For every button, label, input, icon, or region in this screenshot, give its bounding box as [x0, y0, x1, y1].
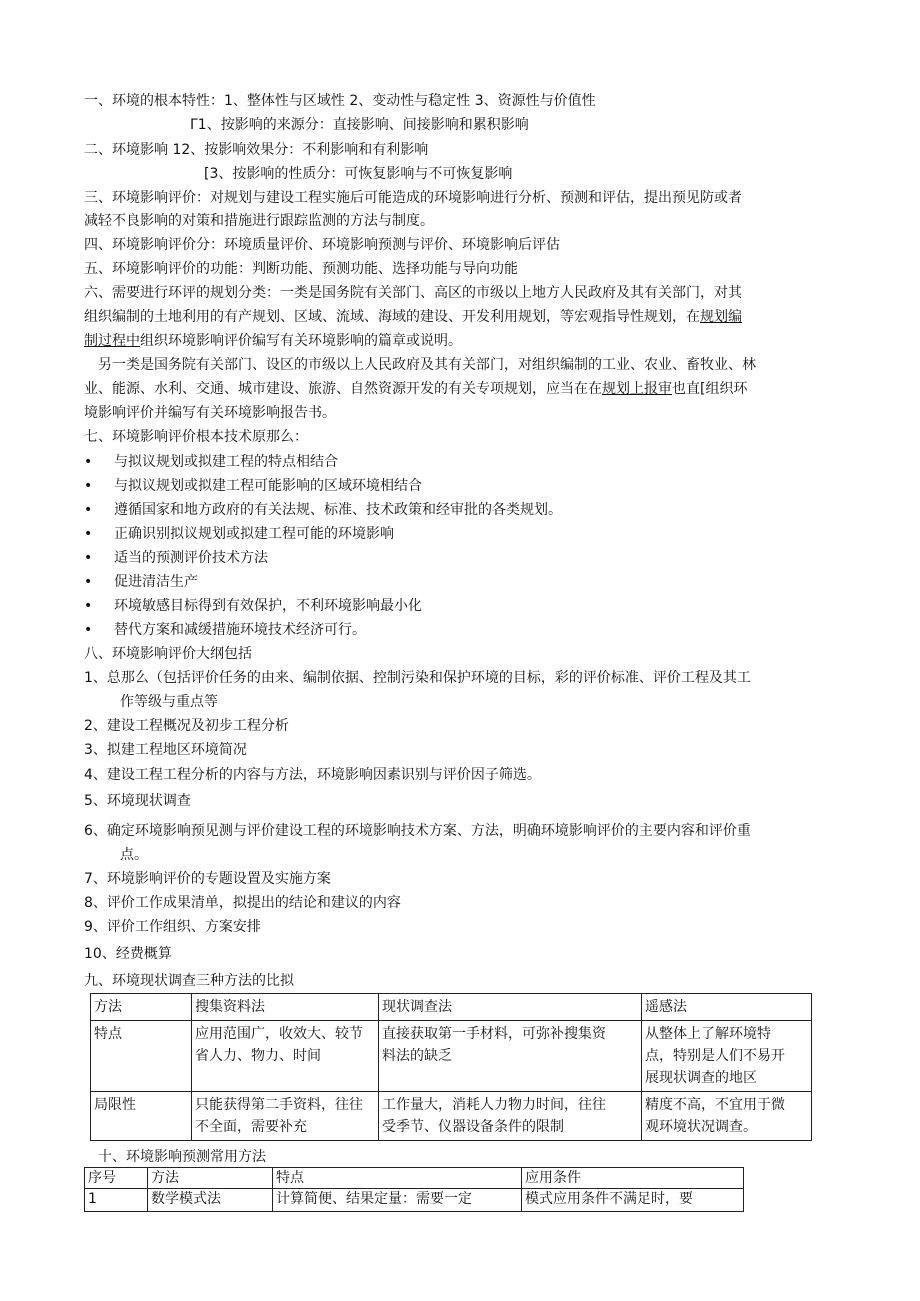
- line-13-text-b: 也直[组织环: [672, 381, 748, 397]
- cell-line: 不全面，需要补充: [195, 1119, 307, 1135]
- table-cell: 局限性: [91, 1092, 192, 1141]
- table-header-cell: 特点: [273, 1168, 522, 1189]
- table-cell: 模式应用条件不满足时，要: [522, 1189, 744, 1212]
- line-35: 9、评价工作组织、方案安排: [84, 919, 261, 935]
- cell-line: 工作量大，消耗人力物力时间，往往: [382, 1097, 606, 1113]
- table-header-cell: 搜集资料法: [192, 994, 379, 1021]
- bullet-item: [84, 621, 366, 639]
- line-5: 三、环境影响评价：对规划与建设工程实施后可能造成的环境影响进行分析、预测和评估，提出预见防或者: [84, 190, 742, 206]
- cell-line: 省人力、物力、时间: [195, 1048, 321, 1064]
- prediction-methods-table: [84, 1167, 744, 1212]
- table-header-cell: 序号: [85, 1168, 148, 1189]
- line-2: Γ1、按影响的来源分：直接影响、间接影响和累积影响: [190, 117, 529, 133]
- cell-line: 受季节、仪器设备条件的限制: [382, 1119, 564, 1135]
- table-header-cell: 方法: [148, 1168, 273, 1189]
- line-10: [84, 308, 742, 326]
- bullet-mark: •: [84, 622, 93, 638]
- line-32: 点。: [120, 847, 148, 863]
- line-9: 六、需要进行环评的规划分类：一类是国务院有关部门、高区的市级以上地方人民政府及其有关部门，对其: [84, 285, 742, 301]
- bullet-mark: •: [84, 550, 93, 566]
- table-row: [91, 1021, 812, 1092]
- cell-line: 直接获取第一手材料，可弥补搜集资: [382, 1026, 606, 1042]
- bullet-mark: •: [84, 502, 93, 518]
- line-11-underlined: 制过程中: [84, 333, 140, 349]
- line-8: 五、环境影响评价的功能：判断功能、预测功能、选择功能与导向功能: [84, 261, 518, 277]
- line-29: 4、建设工程工程分析的内容与方法，环境影响因素识别与评价因子筛选。: [84, 767, 541, 783]
- line-38: 十、环境影响预测常用方法: [98, 1149, 266, 1165]
- bullet-mark: •: [84, 454, 93, 470]
- bullet-text: 与拟议规划或拟建工程可能影响的区域环境相结合: [114, 478, 422, 494]
- line-30: 5、环境现状调查: [84, 793, 191, 809]
- cell-line: 观环境状况调查。: [645, 1119, 757, 1135]
- table-header-cell: 应用条件: [522, 1168, 744, 1189]
- cell-line: 只能获得第二手资料，往往: [195, 1097, 363, 1113]
- bullet-item: [84, 597, 422, 615]
- line-4: [3、按影响的性质分：可恢复影响与不可恢复影响: [204, 166, 513, 182]
- cell-line: 料法的缺乏: [382, 1048, 452, 1064]
- table-cell: 计算简便、结果定量：需要一定: [273, 1189, 522, 1212]
- line-31: 6、确定环境影响预见测与评价建设工程的环境影响技术方案、方法，明确环境影响评价的主要内容和评价重: [84, 823, 751, 839]
- table-cell: [192, 1021, 379, 1092]
- table-cell: 数学模式法: [148, 1189, 273, 1212]
- cell-line: 展现状调查的地区: [645, 1070, 757, 1086]
- bullet-mark: •: [84, 526, 93, 542]
- bullet-mark: •: [84, 598, 93, 614]
- bullet-text: 替代方案和减缓措施环境技术经济可行。: [114, 622, 366, 638]
- bullet-mark: •: [84, 478, 93, 494]
- line-3: 二、环境影响 12、按影响效果分：不利影响和有利影响: [84, 142, 429, 158]
- cell-line: 从整体上了解环境特: [645, 1026, 771, 1042]
- cell-line: 应用范围广，收效大、较节: [195, 1026, 363, 1042]
- line-7: 四、环境影响评价分：环境质量评价、环境影响预测与评价、环境影响后评估: [84, 237, 560, 253]
- line-12: 另一类是国务院有关部门、设区的市级以上人民政府及其有关部门，对组织编制的工业、农业、畜牧业、林: [98, 357, 756, 373]
- table-cell: [379, 1092, 642, 1141]
- table-header-cell: 遥感法: [642, 994, 812, 1021]
- bullet-text: 适当的预测评价技术方法: [114, 550, 268, 566]
- comparison-table: [90, 993, 812, 1141]
- bullet-text: 遵循国家和地方政府的有关法规、标准、技术政策和经审批的各类规划。: [114, 502, 562, 518]
- table-header-row: [85, 1168, 744, 1189]
- line-10-text: 组织编制的土地利用的有产规划、区域、流域、海域的建设、开发利用规划，等宏观指导性规划，在: [84, 309, 700, 325]
- table-cell: [642, 1021, 812, 1092]
- table-header-cell: 方法: [91, 994, 192, 1021]
- line-36: 10、经费概算: [84, 946, 172, 962]
- table-cell: [379, 1021, 642, 1092]
- line-34: 8、评价工作成果清单，拟提出的结论和建议的内容: [84, 895, 401, 911]
- bullet-text: 与拟议规划或拟建工程的特点相结合: [114, 454, 338, 470]
- table-header-cell: 现状调查法: [379, 994, 642, 1021]
- line-13-text-a: 业、能源、水利、交通、城市建设、旅游、自然资源开发的有关专项规划，应当在在: [84, 381, 602, 397]
- bullet-item: [84, 501, 562, 519]
- bullet-text: 正确识别拟议规划或拟建工程可能的环境影响: [114, 526, 394, 542]
- line-6: 减轻不良影响的对策和措施进行跟踪监测的方法与制度。: [84, 213, 434, 229]
- bullet-item: [84, 525, 394, 543]
- cell-line: 精度不高，不宜用于微: [645, 1097, 785, 1113]
- bullet-item: [84, 549, 268, 567]
- line-27: 2、建设工程概况及初步工程分析: [84, 718, 289, 734]
- line-37: 九、环境现状调查三种方法的比拟: [84, 973, 294, 989]
- line-14: 境影响评价并编写有关环境影响报告书。: [84, 405, 336, 421]
- line-33: 7、环境影响评价的专题设置及实施方案: [84, 871, 331, 887]
- bullet-item: [84, 477, 422, 495]
- bullet-item: [84, 573, 198, 591]
- bullet-mark: •: [84, 574, 93, 590]
- table-cell: [192, 1092, 379, 1141]
- table-cell: 1: [85, 1189, 148, 1212]
- line-28: 3、拟建工程地区环境简况: [84, 742, 247, 758]
- table-cell: [642, 1092, 812, 1141]
- bullet-item: [84, 453, 338, 471]
- line-13: [84, 380, 747, 398]
- line-11-text: 组织环境影响评价编写有关环境影响的篇章或说明。: [140, 333, 462, 349]
- line-11: [84, 332, 462, 350]
- line-24: 八、环境影响评价大纲包括: [84, 646, 252, 662]
- cell-line: 点，特别是人们不易开: [645, 1048, 785, 1064]
- line-10-underlined: 规划编: [700, 309, 742, 325]
- line-13-underlined: 规划上报审: [602, 381, 672, 397]
- table-row: [91, 1092, 812, 1141]
- line-1: 一、环境的根本特性：1、整体性与区域性 2、变动性与稳定性 3、资源性与价值性: [84, 93, 596, 109]
- bullet-text: 环境敏感目标得到有效保护，不利环境影响最小化: [114, 598, 422, 614]
- line-25: 1、总那么（包括评价任务的由来、编制依据、控制污染和保护环境的目标，彩的评价标准、评价工程及其工: [84, 670, 751, 686]
- line-26: 作等级与重点等: [120, 694, 218, 710]
- bullet-text: 促进清洁生产: [114, 574, 198, 590]
- line-15: 七、环境影响评价根本技术原那么：: [84, 429, 308, 445]
- table-row: [85, 1189, 744, 1212]
- table-header-row: [91, 994, 812, 1021]
- table-cell: 特点: [91, 1021, 192, 1092]
